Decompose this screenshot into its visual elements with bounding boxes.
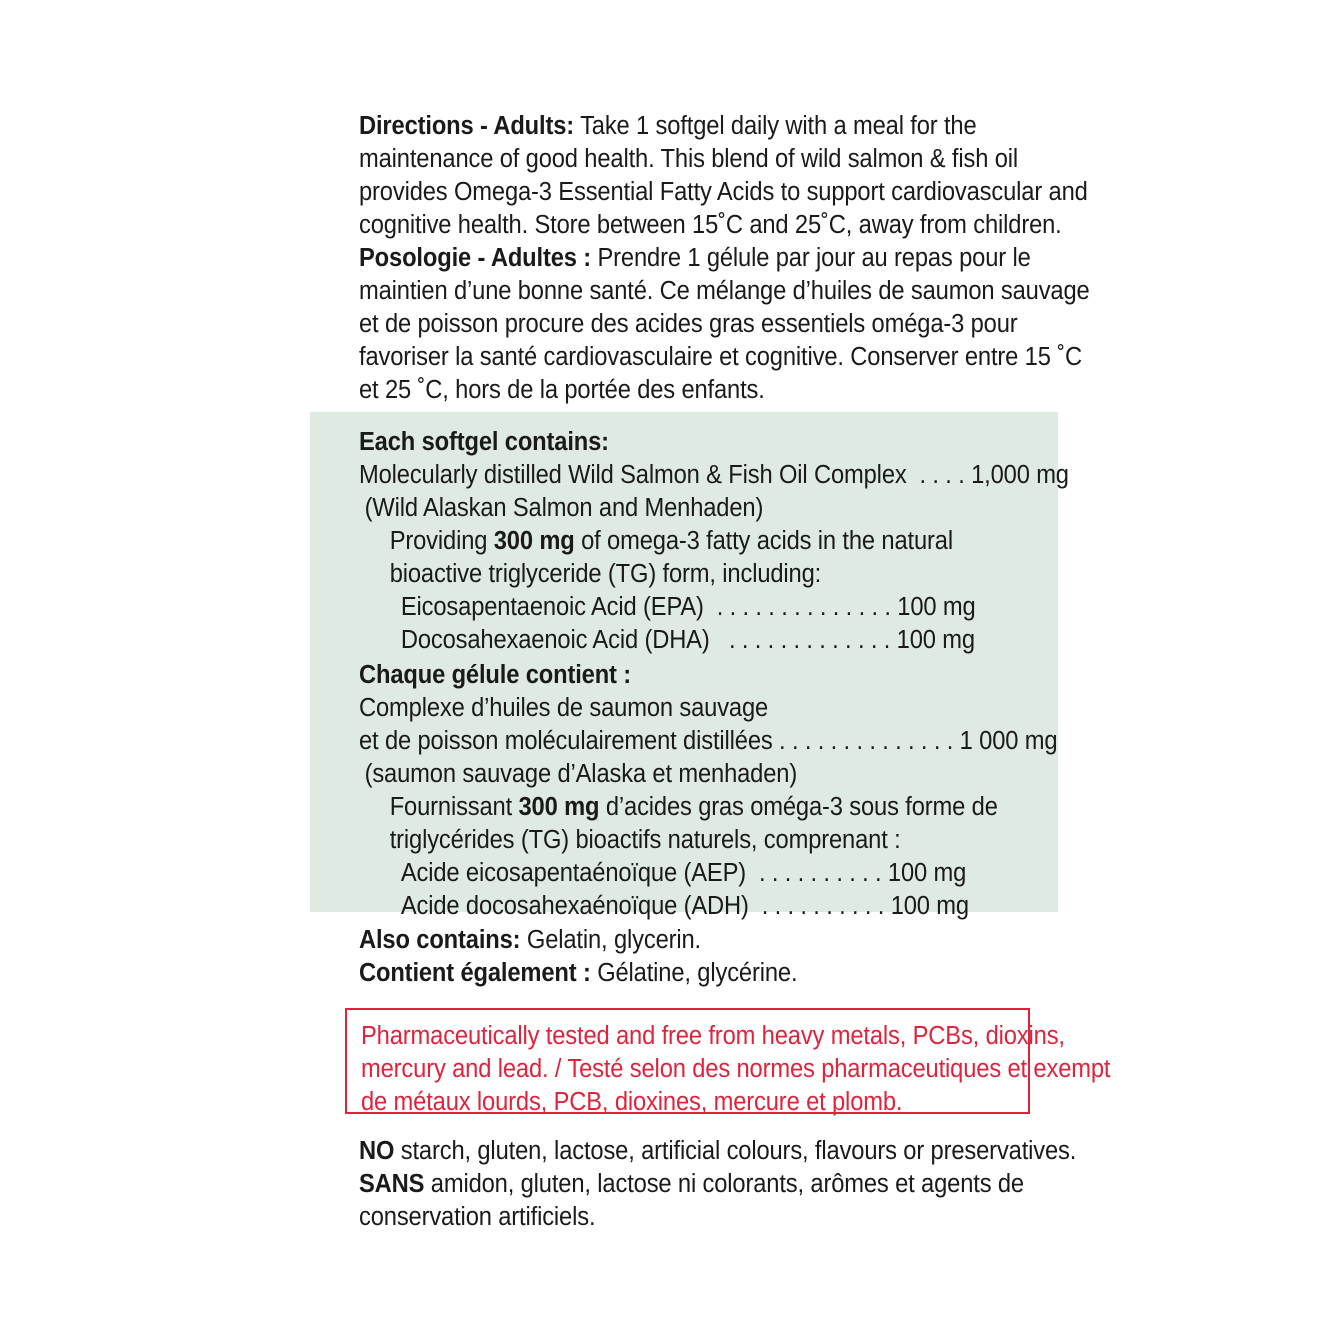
directions-french-line-1 [359, 242, 1031, 275]
also-contains-french-text: Gélatine, glycérine. [590, 959, 798, 987]
ingredients-french-aep-leader: . . . . . . . . . . [746, 859, 882, 887]
directions-french-line-3: et de poisson procure des acides gras essentiels oméga-3 pour [359, 310, 1018, 338]
ingredients-english-dha-amount: 100 mg [890, 626, 975, 654]
ingredients-french-adh-name: Acide docosahexaénoïque (ADH) [400, 892, 749, 920]
ingredients-english-providing-line-2: bioactive triglyceride (TG) form, including: [389, 560, 822, 588]
pharmaceutically-tested-box [345, 1008, 1111, 1116]
ingredients-english-epa-name: Eicosapentaenoic Acid (EPA) [400, 593, 704, 621]
directions-english-heading: Directions - Adults: [359, 112, 575, 140]
ingredients-french-providing-line-1 [359, 791, 1002, 824]
ingredients-english-main-amount: 1,000 mg [964, 461, 1069, 489]
directions-english-line-3: provides Omega-3 Essential Fatty Acids to support cardiovascular and [359, 178, 1088, 206]
directions-french-text-1: Prendre 1 gélule par jour au repas pour le [591, 244, 1031, 272]
directions-french-heading: Posologie - Adultes : [359, 244, 592, 272]
ingredients-french-providing-prefix: Fournissant [389, 793, 519, 821]
ingredients-english-source: (Wild Alaskan Salmon and Menhaden) [364, 494, 764, 522]
directions-french-block [310, 242, 1090, 407]
ingredients-french-adh-row [359, 890, 1002, 923]
ingredients-english-epa-row [359, 591, 1002, 624]
also-contains-english-row [359, 924, 1009, 957]
ingredients-french-aep-row [359, 857, 1002, 890]
pharmaceutically-tested-line-1: Pharmaceutically tested and free from heavy metals, PCBs, dioxins, [361, 1022, 1065, 1050]
pharmaceutically-tested-content [361, 1020, 1111, 1119]
free-from-english-text: starch, gluten, lactose, artificial colours, flavours or preservatives. [394, 1137, 1077, 1165]
ingredients-french-providing-suffix: d’acides gras oméga-3 sous forme de [599, 793, 998, 821]
ingredients-english-heading: Each softgel contains: [359, 428, 609, 456]
ingredients-french-aep-amount: 100 mg [881, 859, 967, 887]
ingredients-english-providing-prefix: Providing [389, 527, 494, 555]
ingredients-french-main-name: et de poisson moléculairement distillées [359, 727, 773, 755]
ingredients-english-main-name: Molecularly distilled Wild Salmon & Fish Oil Complex [359, 461, 907, 489]
directions-english-line-4: cognitive health. Store between 15˚C and 25˚C, away from children. [359, 211, 1062, 239]
ingredients-french-providing-amount: 300 mg [518, 793, 600, 821]
ingredients-english-epa-amount: 100 mg [890, 593, 976, 621]
ingredients-french-adh-amount: 100 mg [884, 892, 969, 920]
free-from-french-row [359, 1168, 1024, 1201]
directions-french-line-2: maintien d’une bonne santé. Ce mélange d’huiles de saumon sauvage [359, 277, 1090, 305]
ingredients-english-providing-suffix: of omega-3 fatty acids in the natural [574, 527, 953, 555]
also-contains-english-heading: Also contains: [359, 926, 521, 954]
ingredients-english-main-row [359, 459, 1069, 492]
directions-french-line-5: et 25 ˚C, hors de la portée des enfants. [359, 376, 765, 404]
ingredients-french-aep-name: Acide eicosapentaénoïque (AEP) [400, 859, 747, 887]
also-contains-french-heading: Contient également : [359, 959, 591, 987]
free-from-english-row [359, 1135, 1077, 1168]
ingredients-french-source: (saumon sauvage d’Alaska et menhaden) [364, 760, 798, 788]
ingredients-english-epa-leader: . . . . . . . . . . . . . . [703, 593, 891, 621]
ingredients-english-dha-row [359, 624, 1002, 657]
free-from-block [310, 1135, 1077, 1234]
pharmaceutically-tested-line-2: mercury and lead. / Testé selon des normes pharmaceutiques et exempt [361, 1055, 1111, 1083]
ingredients-french-main-line-1: Complexe d’huiles de saumon sauvage [359, 694, 769, 722]
directions-english-line-2: maintenance of good health. This blend of wild salmon & fish oil [359, 145, 1019, 173]
ingredients-french-adh-leader: . . . . . . . . . . [748, 892, 885, 920]
ingredients-panel [310, 412, 1069, 920]
ingredients-panel-content [359, 426, 1069, 923]
directions-english-block [310, 110, 1088, 242]
also-contains-block [310, 924, 1058, 990]
free-from-french-prefix: SANS [359, 1170, 425, 1198]
directions-french-line-4: favoriser la santé cardiovasculaire et cognitive. Conserver entre 15 ˚C [359, 343, 1082, 371]
ingredients-english-main-leader: . . . . [906, 461, 965, 489]
ingredients-french-main-amount: 1 000 mg [953, 727, 1058, 755]
free-from-english-prefix: NO [359, 1137, 395, 1165]
free-from-french-line-2: conservation artificiels. [359, 1203, 596, 1231]
ingredients-french-main-leader: . . . . . . . . . . . . . . [772, 727, 954, 755]
ingredients-french-heading: Chaque gélule contient : [359, 661, 632, 689]
also-contains-english-text: Gelatin, glycerin. [520, 926, 702, 954]
ingredients-english-providing-line-1 [359, 525, 1002, 558]
ingredients-english-providing-amount: 300 mg [493, 527, 575, 555]
also-contains-french-row [359, 957, 1009, 990]
ingredients-english-dha-leader: . . . . . . . . . . . . . [709, 626, 891, 654]
pharmaceutically-tested-line-3: de métaux lourds, PCB, dioxines, mercure et plomb. [361, 1088, 903, 1116]
ingredients-english-dha-name: Docosahexaenoic Acid (DHA) [400, 626, 710, 654]
directions-english-line-1 [359, 110, 1009, 143]
directions-english-text-1: Take 1 softgel daily with a meal for the [574, 112, 977, 140]
ingredients-french-providing-line-2: triglycérides (TG) bioactifs naturels, comprenant : [389, 826, 901, 854]
free-from-french-text: amidon, gluten, lactose ni colorants, arômes et agents de [424, 1170, 1024, 1198]
ingredients-french-main-row [359, 725, 1058, 758]
